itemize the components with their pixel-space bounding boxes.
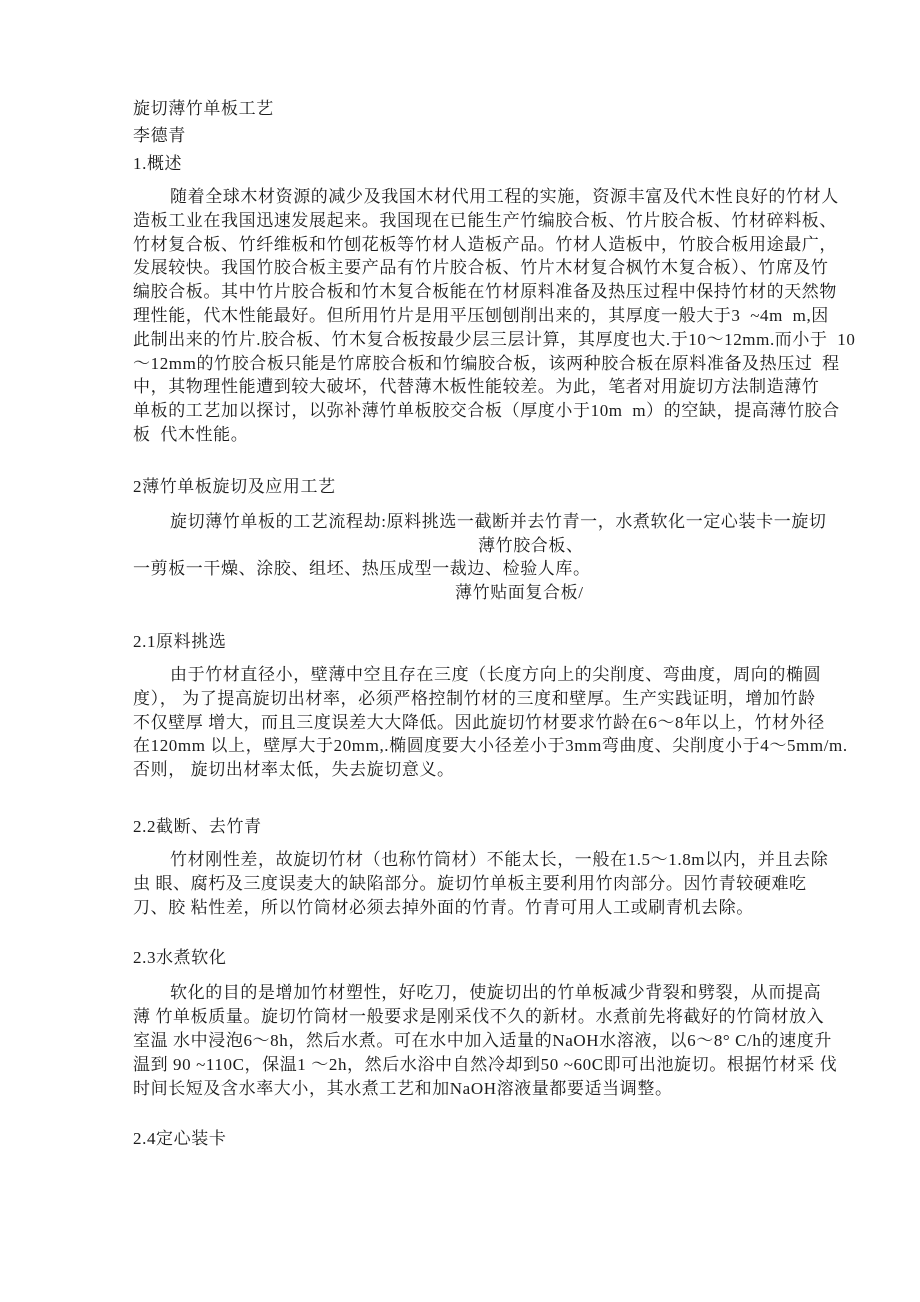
paragraph-line: 竹材复合板、竹纤维板和竹刨花板等竹材人造板产品。竹材人造板中，竹胶合板用途最广， [133,234,837,254]
section-2-2-heading: 2.2截断、去竹青 [133,816,262,836]
doc-author: 李德青 [133,126,186,145]
paragraph-line: 造板工业在我国迅速发展起来。我国现在已能生产竹编胶合板、竹片胶合板、竹材碎料板、 [133,210,837,230]
paragraph-line: 此制出来的竹片.胶合板、竹木复合板按最少层三层计算，其厚度也大.于10〜12mm.而小于 10 [133,329,856,349]
flow-branch-label: 薄竹贴面复合板/ [455,583,584,603]
paragraph-line: 〜12mm的竹胶合板只能是竹席胶合板和竹编胶合板，该两种胶合板在原料准备及热压过 程 [133,353,840,373]
paragraph-line: 板 代木性能。 [133,424,249,444]
doc-title: 旋切薄竹单板工艺 [133,99,274,118]
paragraph-line: 单板的工艺加以探讨，以弥补薄竹单板胶交合板（厚度小于10m m）的空缺，提高薄竹胶合 [133,401,840,421]
paragraph-line: 软化的目的是增加竹材塑性，好吃刀，使旋切出的竹单板减少背裂和劈裂，从而提高 [170,983,822,1003]
paragraph-line: 由于竹材直径小，壁薄中空且存在三度（长度方向上的尖削度、弯曲度，周向的椭圆 [170,664,822,684]
document-body [133,0,856,1151]
section-2-3-paragraph [133,981,838,1100]
paragraph-line: 薄 竹单板质量。旋切竹筒材一般要求是刚采伐不久的新材。水煮前先将截好的竹筒材放入 [133,1007,825,1027]
section-2-3-heading: 2.3水煮软化 [133,948,227,968]
paragraph-line: 虫 眼、腐朽及三度误麦大的缺陷部分。旋切竹单板主要利用竹肉部分。因竹青较硬难吃 [133,873,807,893]
paragraph-line: 刀、胶 粘性差，所以竹筒材必须去掉外面的竹青。竹青可用人工或刷青机去除。 [133,897,754,917]
paragraph-line: 室温 水中浸泡6〜8h，然后水煮。可在水中加入适量的NaOH水溶液，以6〜8° C/h的速度升 [133,1030,832,1050]
section-2-2-paragraph [133,848,829,919]
paragraph-line: 度）， 为了提高旋切出材率，必须严格控制竹材的三度和壁厚。生产实践证明，增加竹龄 [133,688,816,708]
flow-line: 旋切薄竹单板的工艺流程劫:原料挑选一截断并去竹青一，水煮软化一定心装卡一旋切 [170,511,827,531]
paragraph-line: 温到 90 ~110C，保温1 〜2h，然后水浴中自然冷却到50 ~60C即可出池旋切。根据竹材采 伐 [133,1054,838,1074]
paragraph-line: 在120mm 以上，壁厚大于20mm,.椭圆度要大小径差小于3mm弯曲度、尖削度小于4〜5mm/m. [133,736,848,756]
paragraph-line: 否则， 旋切出材率太低，失去旋切意义。 [133,760,455,780]
paragraph-line: 时间长短及含水率大小，其水煮工艺和加NaOH溶液量都要适当调整。 [133,1078,673,1098]
section-2-flow [133,510,827,605]
paragraph-line: 发展较快。我国竹胶合板主要产品有竹片胶合板、竹片木材复合枫竹木复合板）、竹席及竹 [133,258,829,278]
flow-branch-label: 薄竹胶合板、 [478,535,584,555]
section-1-heading: 1.概述 [133,154,183,173]
paragraph-line: 竹材刚性差，故旋切竹材（也称竹筒材）不能太长，一般在1.5〜1.8m以内，并且去除 [170,849,829,869]
paragraph-line: 中，其物理性能遭到较大破坏，代替薄木板性能较差。为此，笔者对用旋切方法制造薄竹 [133,377,820,397]
section-1-paragraph [133,185,856,447]
flow-line: 一剪板一干燥、涂胶、组坯、热压成型一裁边、检验人库。 [133,559,591,579]
section-2-4-heading: 2.4定心装卡 [133,1129,227,1149]
paragraph-line: 编胶合板。其中竹片胶合板和竹木复合板能在竹材原料准备及热压过程中保持竹材的天然物 [133,282,837,302]
paragraph-line: 随着全球木材资源的减少及我国木材代用工程的实施，资源丰富及代木性良好的竹材人 [170,187,839,206]
section-2-heading: 2薄竹单板旋切及应用工艺 [133,476,336,496]
paragraph-line: 理性能，代木性能最好。但所用竹片是用平压刨刨削出来的，其厚度一般大于3 ~4m m,因 [133,305,829,325]
section-2-1-heading: 2.1原料挑选 [133,631,227,651]
section-2-1-paragraph [133,663,848,782]
paragraph-line: 不仅壁厚 增大，而且三度误差大大降低。因此旋切竹材要求竹龄在6〜8年以上，竹材外径 [133,712,825,732]
